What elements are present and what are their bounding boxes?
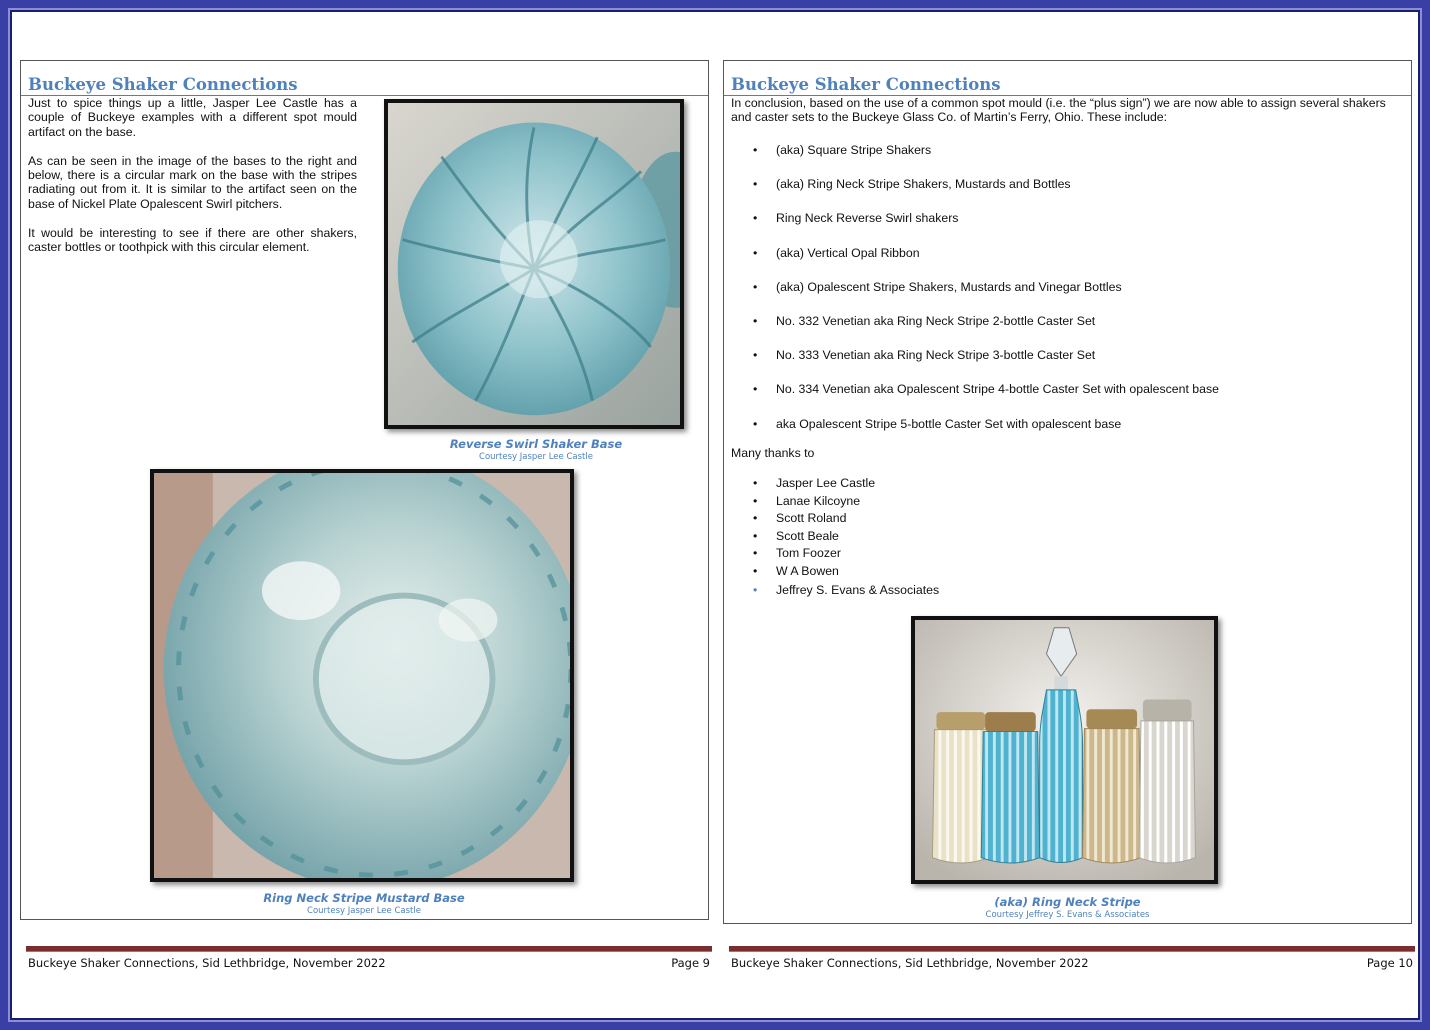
thanks-item: • Scott Roland	[731, 511, 939, 529]
attribution-item: • No. 332 Venetian aka Ring Neck Stripe 2-bottle Caster Set	[731, 314, 1219, 348]
right-intro-text: In conclusion, based on the use of a common spot mould (i.e. the “plus sign”) we are now able to assign several shakers and caster sets to the Buckeye Glass Co. of Martin’s Ferry, Ohio. These include:	[731, 96, 1386, 125]
thanks-item: • Scott Beale	[731, 529, 939, 547]
figure2-title: Ring Neck Stripe Mustard Base	[263, 891, 465, 905]
figure3-caption	[924, 895, 1211, 920]
figure1-title: Reverse Swirl Shaker Base	[449, 437, 623, 451]
thanks-item: • Lanae Kilcoyne	[731, 494, 939, 512]
ring-neck-stripe-set-photo	[911, 616, 1218, 884]
attribution-item: • (aka) Vertical Opal Ribbon	[731, 246, 1219, 280]
thanks-list	[731, 476, 939, 600]
thanks-label: Many thanks to	[731, 446, 815, 460]
attribution-list	[731, 143, 1219, 451]
figure3-credit: Courtesy Jeffrey S. Evans & Associates	[985, 910, 1150, 920]
reverse-swirl-shaker-photo	[384, 99, 684, 429]
figure1-caption	[421, 437, 651, 462]
left-paragraph-3: It would be interesting to see if there are other shakers, caster bottles or toothpick with this circular element.	[28, 225, 357, 255]
thanks-item: • Jeffrey S. Evans & Associates	[731, 583, 939, 601]
left-paragraph-1: Just to spice things up a little, Jasper Lee Castle has a couple of Buckeye examples with a different spot mould artifact on the base.	[28, 96, 357, 139]
left-body-text	[28, 96, 357, 269]
left-page	[20, 60, 709, 920]
left-paragraph-2: As can be seen in the image of the bases to the right and below, there is a circular mark on the base with the stripes radiating out from it. It is similar to the artifact seen on the base of Nickel Plate Opalescent Swirl pitchers.	[28, 153, 357, 211]
attribution-item: • aka Opalescent Stripe 5-bottle Caster Set with opalescent base	[731, 417, 1219, 451]
attribution-item: • (aka) Opalescent Stripe Shakers, Mustards and Vinegar Bottles	[731, 280, 1219, 314]
right-page	[723, 60, 1412, 924]
attribution-item: • No. 334 Venetian aka Opalescent Stripe 4-bottle Caster Set with opalescent base	[731, 382, 1219, 416]
ring-neck-mustard-photo	[150, 469, 574, 882]
attribution-item: • (aka) Square Stripe Shakers	[731, 143, 1219, 177]
attribution-item: • Ring Neck Reverse Swirl shakers	[731, 211, 1219, 245]
left-page-number: Page 9	[671, 956, 710, 970]
figure2-caption	[239, 891, 489, 916]
thanks-item: • W A Bowen	[731, 564, 939, 582]
attribution-item: • No. 333 Venetian aka Ring Neck Stripe 3-bottle Caster Set	[731, 348, 1219, 382]
attribution-item: • (aka) Ring Neck Stripe Shakers, Mustards and Bottles	[731, 177, 1219, 211]
thanks-item: • Jasper Lee Castle	[731, 476, 939, 494]
figure2-credit: Courtesy Jasper Lee Castle	[307, 906, 421, 916]
figure3-title: (aka) Ring Neck Stripe	[994, 895, 1141, 909]
left-footer-text: Buckeye Shaker Connections, Sid Lethbridge, November 2022	[28, 956, 386, 970]
right-page-heading: Buckeye Shaker Connections	[731, 75, 1001, 94]
left-footer-rule	[26, 946, 712, 952]
figure1-credit: Courtesy Jasper Lee Castle	[479, 452, 593, 462]
right-footer-rule	[729, 946, 1415, 952]
thanks-item: • Tom Foozer	[731, 546, 939, 564]
right-footer-text: Buckeye Shaker Connections, Sid Lethbridge, November 2022	[731, 956, 1089, 970]
right-page-number: Page 10	[1366, 956, 1413, 970]
left-page-heading: Buckeye Shaker Connections	[28, 75, 298, 94]
